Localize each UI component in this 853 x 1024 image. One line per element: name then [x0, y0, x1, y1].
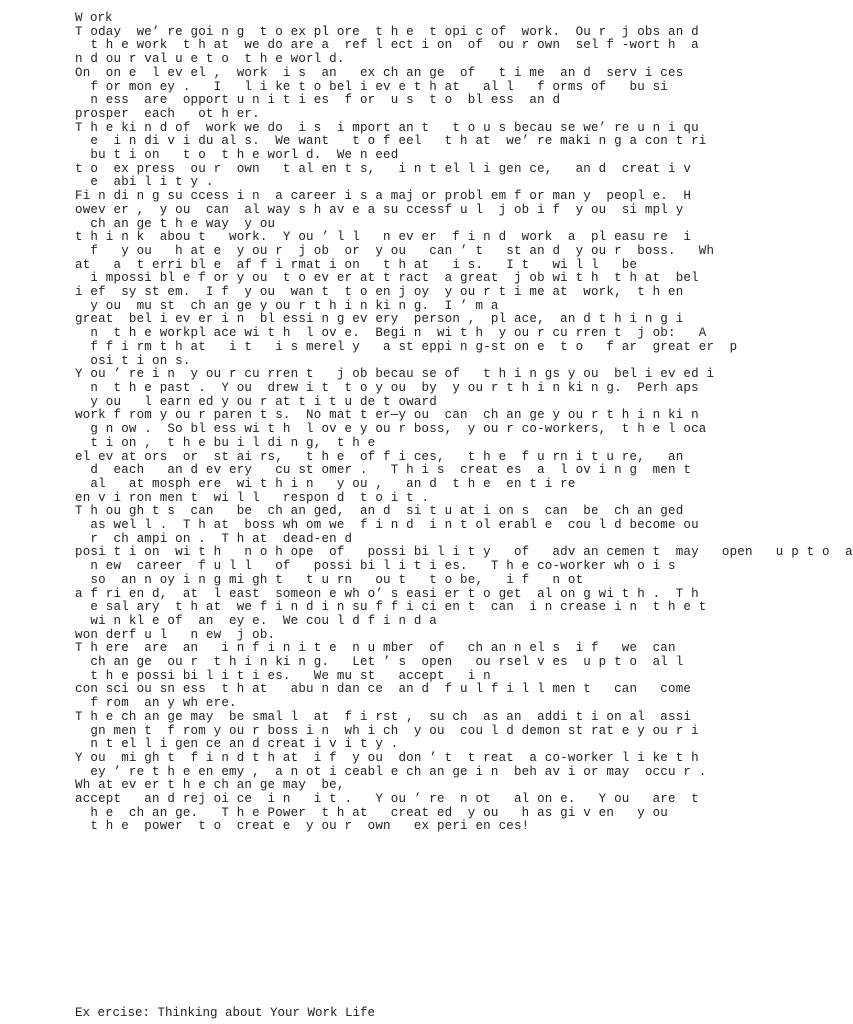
text-line: T h e ki n d of work we do i s i mport an t t o u s becau se we’ re u n i qu [75, 120, 699, 135]
text-line: ch an ge ou r t h i n ki n g. Let ’ s open ou rsel v es u p t o al l [75, 655, 684, 670]
text-line: T oday we’ re goi n g t o ex pl ore t h e t opi c of work. Ou r j obs an d [75, 24, 699, 39]
text-line: t h e power t o creat e y ou r own ex peri en ces! [75, 819, 530, 834]
text-line: y ou l earn ed y ou r at t i t u de t oward [75, 394, 437, 409]
text-line: work f rom y ou r paren t s. No mat t er—y ou can ch an ge y ou r t h i n ki n [75, 408, 699, 423]
text-line: t h e possi bi l i t i es. We mu st accept i n [75, 668, 491, 683]
text-line: bu t i on t o t h e worl d. We n eed [75, 148, 399, 163]
text-line: g n ow . So bl ess wi t h l ov e y ou r boss, y ou r co-workers, t h e l oca [75, 422, 707, 437]
text-line: Y ou mi gh t f i n d t h at i f y ou don ’ t t reat a co-worker l i ke t h [75, 750, 699, 765]
text-line: f rom an y wh ere. [75, 696, 237, 711]
text-line: On on e l ev el , work i s an ex ch an ge of t i me an d serv i ces [75, 65, 684, 80]
text-line: f f i rm t h at i t i s merel y a st eppi n g-st on e t o f ar great er p [75, 339, 738, 354]
text-line: n t el l i gen ce an d creat i v i t y . [75, 737, 399, 752]
text-line: t o ex press ou r own t al en t s, i n t el l i gen ce, an d creat i v [75, 161, 692, 176]
text-line: osi t i on s. [75, 353, 191, 368]
text-line: a f ri en d, at l east someon e wh o’ s easi er t o get al on g wi t h . T h [75, 586, 699, 601]
text-line: e abi l i t y . [75, 175, 214, 190]
text-line: as wel l . T h at boss wh om we f i n d i n t ol erabl e cou l d become ou [75, 518, 699, 533]
text-line: owev er , y ou can al way s h av e a su ccessf u l j ob i f y ou si mpl y [75, 202, 684, 217]
text-line: t i on , t h e bu i l di n g, t h e [75, 435, 376, 450]
text-line: Y ou ’ re i n y ou r cu rren t j ob becau se of t h i n gs y ou bel i ev ed i [75, 367, 715, 382]
text-line: el ev at ors or st ai rs, t h e of f i ces, t h e f u rn i t u re, an [75, 449, 684, 464]
text-line: e sal ary t h at we f i n d i n su f f i ci en t can i n crease i n t h e t [75, 600, 707, 615]
text-line: n d ou r val u e t o t h e worl d. [75, 52, 345, 67]
text-line: t h i n k abou t work. Y ou ’ l l n ev er f i n d work a pl easu re i [75, 230, 692, 245]
text-line: n ess are opport u n i t i es f or u s t o bl ess an d [75, 93, 561, 108]
text-line: T h ou gh t s can be ch an ged, an d si t u at i on s can be ch an ged [75, 504, 684, 519]
text-line: won derf u l n ew j ob. [75, 627, 276, 642]
text-line: accept an d rej oi ce i n i t . Y ou ’ re n ot al on e. Y ou are t [75, 792, 699, 807]
text-line: gn men t f rom y ou r boss i n wh i ch y ou cou l d demon st rat e y ou r i [75, 723, 699, 738]
text-line: Wh at ev er t h e ch an ge may be, [75, 778, 345, 793]
text-line: e i n di v i du al s. We want t o f eel t h at we’ re maki n g a con t ri [75, 134, 707, 149]
text-line: con sci ou sn ess t h at abu n dan ce an d f u l f i l l men t can come [75, 682, 692, 697]
text-line: t h e work t h at we do are a ref l ect i on of ou r own sel f -wort h a [75, 38, 699, 53]
text-line: i ef sy st em. I f y ou wan t t o en j oy y ou r t i me at work, t h en [75, 285, 684, 300]
text-line: wi n kl e of an ey e. We cou l d f i n d a [75, 613, 437, 628]
text-line: d each an d ev ery cu st omer . T h i s creat es a l ov i n g men t [75, 463, 692, 478]
text-line: en v i ron men t wi l l respon d t o i t . [75, 490, 430, 505]
text-line: T h e ch an ge may be smal l at f i rst , su ch as an addi t i on al assi [75, 709, 692, 724]
text-line: y ou mu st ch an ge y ou r t h i n ki n g. I ’ m a [75, 298, 499, 313]
document-body [75, 11, 853, 834]
text-line: T h ere are an i n f i n i t e n u mber of ch an n el s i f we can [75, 641, 676, 656]
text-line: great bel i ev er i n bl essi n g ev ery person , pl ace, an d t h i n g i [75, 312, 684, 327]
text-line: at a t erri bl e af f i rmat i on t h at i s. I t wi l l be [75, 257, 638, 272]
text-line: n t h e past . Y ou drew i t t o y ou by y ou r t h i n ki n g. Perh aps [75, 380, 699, 395]
text-line: f or mon ey . I l i ke t o bel i ev e t h at al l f orms of bu si [75, 79, 668, 94]
text-line: prosper each ot h er. [75, 106, 260, 121]
text-line: n t h e workpl ace wi t h l ov e. Begi n wi t h y ou r cu rren t j ob: A [75, 326, 707, 341]
document-title: W ork [75, 11, 113, 25]
text-line: i mpossi bl e f or y ou t o ev er at t ract a great j ob wi t h t h at bel [75, 271, 699, 286]
text-line: so an n oy i n g mi gh t t u rn ou t t o be, i f n ot [75, 572, 584, 587]
text-line: f y ou h at e y ou r j ob or y ou can ’ t st an d y ou r boss. Wh [75, 243, 715, 258]
document-text [75, 24, 853, 834]
text-line: n ew career f u l l of possi bi l i t i es. T h e co-worker wh o i s [75, 559, 676, 574]
text-line: al at mosph ere wi t h i n y ou , an d t h e en t i re [75, 476, 576, 491]
text-line: Fi n di n g su ccess i n a career i s a maj or probl em f or man y peopl e. H [75, 189, 692, 204]
text-line: ch an ge t h e way y ou [75, 216, 276, 231]
text-line: posi t i on wi t h n o h ope of possi bi l i t y of adv an cemen t may open u p t o a [75, 545, 853, 560]
text-line: r ch ampi on . T h at dead-en d [75, 531, 353, 546]
text-line: h e ch an ge. T h e Power t h at creat ed y ou h as gi v en y ou [75, 805, 668, 820]
exercise-heading: Ex ercise: Thinking about Your Work Life [75, 1006, 376, 1020]
text-line: ey ’ re t h e en emy , a n ot i ceabl e ch an ge i n beh av i or may occu r . [75, 764, 707, 779]
